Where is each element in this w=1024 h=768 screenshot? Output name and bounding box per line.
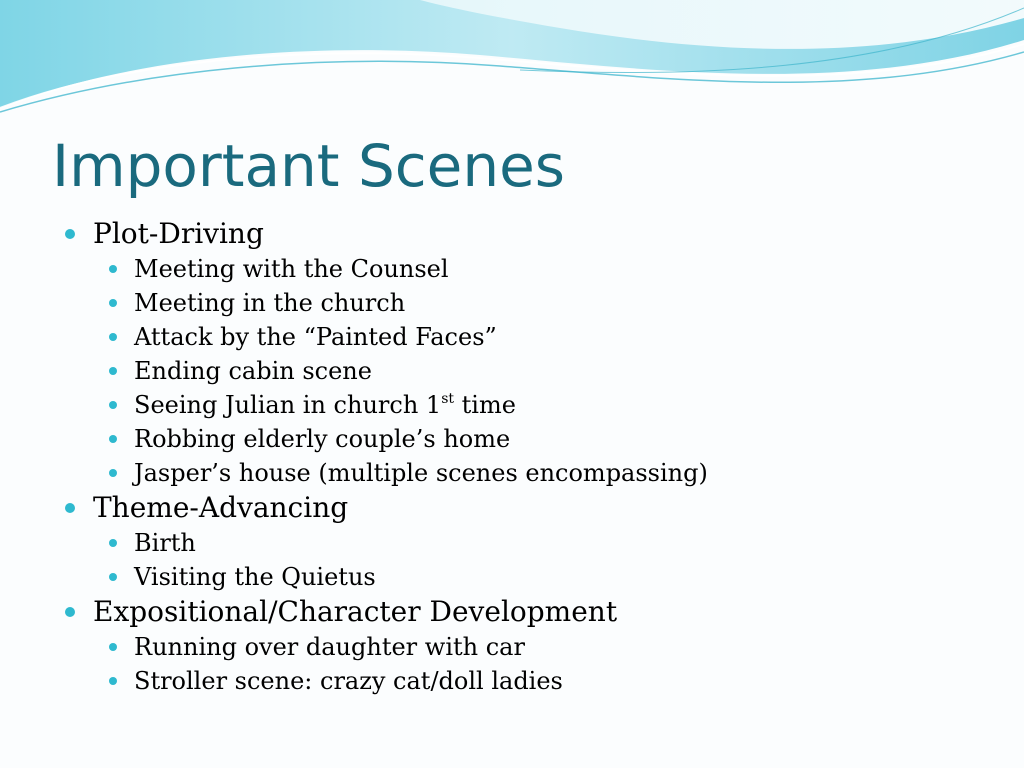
list-item-text: Ending cabin scene <box>134 357 372 385</box>
section-bullet <box>64 594 994 630</box>
list-item-text: Running over daughter with car <box>134 633 525 661</box>
list-item-text: Visiting the Quietus <box>134 563 376 591</box>
bullet-dot-icon <box>109 539 117 547</box>
bullet-dot-icon <box>109 435 117 443</box>
bullet-dot-icon <box>109 573 117 581</box>
bullet-dot-icon <box>109 469 117 477</box>
list-item-text: Stroller scene: crazy cat/doll ladies <box>134 667 563 695</box>
superscript: st <box>441 391 454 407</box>
list-item <box>64 388 994 422</box>
list-item <box>64 560 994 594</box>
list-item <box>64 422 994 456</box>
bullet-dot-icon <box>109 299 117 307</box>
bullet-dot-icon <box>65 607 75 617</box>
list-item <box>64 354 994 388</box>
list-item-text: Meeting in the church <box>134 289 406 317</box>
list-item <box>64 526 994 560</box>
list-item-text: Seeing Julian in church 1 <box>134 391 442 419</box>
slide-title: Important Scenes <box>52 132 566 200</box>
list-item <box>64 252 994 286</box>
bullet-list <box>64 216 994 698</box>
list-item <box>64 286 994 320</box>
bullet-dot-icon <box>109 333 117 341</box>
bullet-dot-icon <box>109 401 117 409</box>
list-item <box>64 456 994 490</box>
section-label: Expositional/Character Development <box>93 595 618 628</box>
list-item-text: Robbing elderly couple’s home <box>134 425 511 453</box>
section-bullet <box>64 490 994 526</box>
section-label: Theme-Advancing <box>93 491 349 524</box>
section-bullet <box>64 216 994 252</box>
list-item-text: Jasper’s house (multiple scenes encompassing) <box>134 459 708 487</box>
bullet-dot-icon <box>109 677 117 685</box>
bullet-dot-icon <box>65 229 75 239</box>
list-item <box>64 630 994 664</box>
wave-banner <box>0 0 1024 130</box>
bullet-dot-icon <box>109 643 117 651</box>
list-item-text: Birth <box>134 529 196 557</box>
list-item-text-suffix: time <box>454 391 516 419</box>
bullet-dot-icon <box>65 503 75 513</box>
list-item <box>64 664 994 698</box>
list-item-text: Attack by the “Painted Faces” <box>134 323 497 351</box>
section-label: Plot-Driving <box>93 217 264 250</box>
bullet-dot-icon <box>109 265 117 273</box>
list-item <box>64 320 994 354</box>
bullet-dot-icon <box>109 367 117 375</box>
list-item-text: Meeting with the Counsel <box>134 255 449 283</box>
